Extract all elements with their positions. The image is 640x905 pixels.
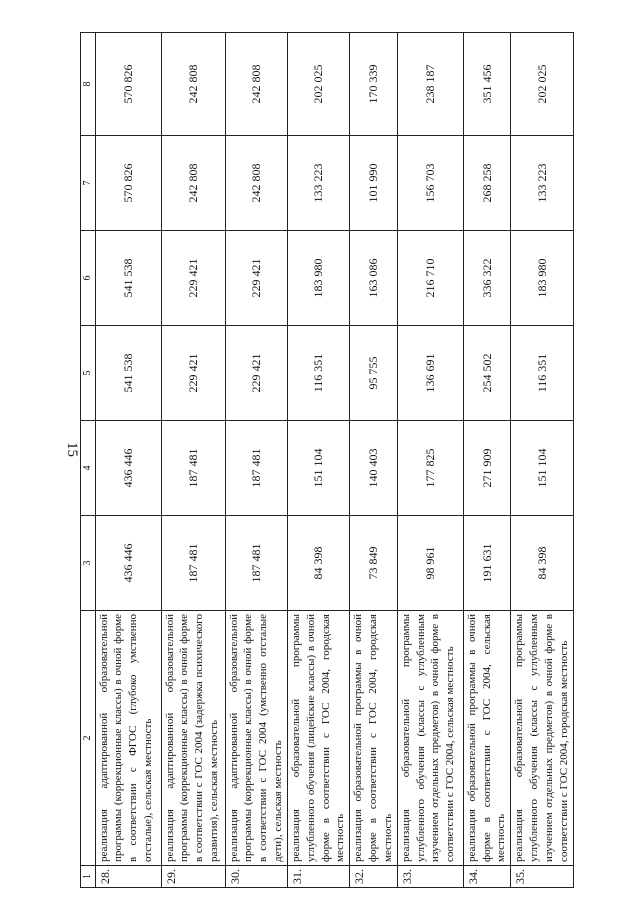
value-cell: 336 322 bbox=[463, 231, 511, 326]
value-cell: 151 104 bbox=[511, 421, 573, 516]
value-cell: 101 990 bbox=[350, 136, 398, 231]
row-number: 33. bbox=[397, 866, 463, 888]
value-cell: 95 755 bbox=[350, 326, 398, 421]
table-row bbox=[350, 33, 398, 888]
value-cell: 187 481 bbox=[161, 516, 225, 611]
header-row bbox=[81, 33, 96, 888]
value-cell: 98 961 bbox=[397, 516, 463, 611]
value-cell: 229 421 bbox=[161, 326, 225, 421]
value-cell: 436 446 bbox=[95, 516, 161, 611]
row-number: 29. bbox=[161, 866, 225, 888]
value-cell: 156 703 bbox=[397, 136, 463, 231]
value-cell: 254 502 bbox=[463, 326, 511, 421]
row-description: реализация адаптированной образовательной программы (коррекционные классы) в очной форме в соответствии с ФГОС (глубоко умственно отсталые), сельская местность bbox=[95, 611, 161, 866]
value-cell: 133 223 bbox=[287, 136, 349, 231]
table-row bbox=[225, 33, 287, 888]
row-number: 32. bbox=[350, 866, 398, 888]
value-cell: 202 025 bbox=[511, 33, 573, 136]
value-cell: 229 421 bbox=[161, 231, 225, 326]
value-cell: 163 086 bbox=[350, 231, 398, 326]
row-description: реализация образовательной программы в очной форме в соответствии с ГОС 2004, сельская местность bbox=[463, 611, 511, 866]
table-row bbox=[463, 33, 511, 888]
value-cell: 238 187 bbox=[397, 33, 463, 136]
value-cell: 183 980 bbox=[287, 231, 349, 326]
value-cell: 242 808 bbox=[225, 33, 287, 136]
row-description: реализация образовательной программы углубленного обучения (лицейские классы) в очной форме в соответствии с ГОС 2004, городская местность bbox=[287, 611, 349, 866]
row-number: 35. bbox=[511, 866, 573, 888]
column-header: 4 bbox=[81, 421, 96, 516]
value-cell: 541 538 bbox=[95, 326, 161, 421]
row-number: 34. bbox=[463, 866, 511, 888]
column-header: 7 bbox=[81, 136, 96, 231]
value-cell: 268 258 bbox=[463, 136, 511, 231]
table-row bbox=[511, 33, 573, 888]
value-cell: 73 849 bbox=[350, 516, 398, 611]
value-cell: 242 808 bbox=[225, 136, 287, 231]
value-cell: 202 025 bbox=[287, 33, 349, 136]
rotated-table-container bbox=[80, 33, 590, 888]
row-description: реализация образовательной программы углубленного обучения (классы с углубленным изучением отдельных предметов) в очной форме в соответствии с ГОС 2004, городская местность bbox=[511, 611, 573, 866]
value-cell: 84 398 bbox=[511, 516, 573, 611]
row-number: 28. bbox=[95, 866, 161, 888]
value-cell: 187 481 bbox=[225, 516, 287, 611]
table-row bbox=[397, 33, 463, 888]
value-cell: 151 104 bbox=[287, 421, 349, 516]
column-header: 5 bbox=[81, 326, 96, 421]
value-cell: 271 909 bbox=[463, 421, 511, 516]
row-description: реализация образовательной программы углубленного обучения (классы с углубленным изучением отдельных предметов) в очной форме в соответствии с ГОС 2004, сельская местность bbox=[397, 611, 463, 866]
value-cell: 436 446 bbox=[95, 421, 161, 516]
page-number: 15 bbox=[64, 442, 80, 457]
value-cell: 570 826 bbox=[95, 33, 161, 136]
value-cell: 229 421 bbox=[225, 231, 287, 326]
value-cell: 541 538 bbox=[95, 231, 161, 326]
row-description: реализация адаптированной образовательной программы (коррекционные классы) в очной форме в соответствии с ГОС 2004 (задержка психического развития), сельская местность bbox=[161, 611, 225, 866]
value-cell: 183 980 bbox=[511, 231, 573, 326]
column-header: 2 bbox=[81, 611, 96, 866]
value-cell: 177 825 bbox=[397, 421, 463, 516]
row-description: реализация адаптированной образовательной программы (коррекционные классы) в очной форме в соответствии с ГОС 2004 (умственно отсталые дети), сельская местность bbox=[225, 611, 287, 866]
value-cell: 136 691 bbox=[397, 326, 463, 421]
value-cell: 84 398 bbox=[287, 516, 349, 611]
table-row bbox=[161, 33, 225, 888]
column-header: 3 bbox=[81, 516, 96, 611]
value-cell: 116 351 bbox=[511, 326, 573, 421]
tariff-table bbox=[80, 32, 574, 888]
value-cell: 216 710 bbox=[397, 231, 463, 326]
table-row bbox=[287, 33, 349, 888]
value-cell: 133 223 bbox=[511, 136, 573, 231]
value-cell: 570 826 bbox=[95, 136, 161, 231]
value-cell: 229 421 bbox=[225, 326, 287, 421]
column-header: 6 bbox=[81, 231, 96, 326]
value-cell: 140 403 bbox=[350, 421, 398, 516]
row-number: 31. bbox=[287, 866, 349, 888]
value-cell: 187 481 bbox=[225, 421, 287, 516]
value-cell: 242 808 bbox=[161, 33, 225, 136]
value-cell: 242 808 bbox=[161, 136, 225, 231]
value-cell: 351 456 bbox=[463, 33, 511, 136]
row-number: 30. bbox=[225, 866, 287, 888]
column-header: 1 bbox=[81, 866, 96, 888]
value-cell: 170 339 bbox=[350, 33, 398, 136]
column-header: 8 bbox=[81, 33, 96, 136]
row-description: реализация образовательной программы в очной форме в соответствии с ГОС 2004, городская местность bbox=[350, 611, 398, 866]
value-cell: 187 481 bbox=[161, 421, 225, 516]
value-cell: 116 351 bbox=[287, 326, 349, 421]
value-cell: 191 631 bbox=[463, 516, 511, 611]
table-row bbox=[95, 33, 161, 888]
